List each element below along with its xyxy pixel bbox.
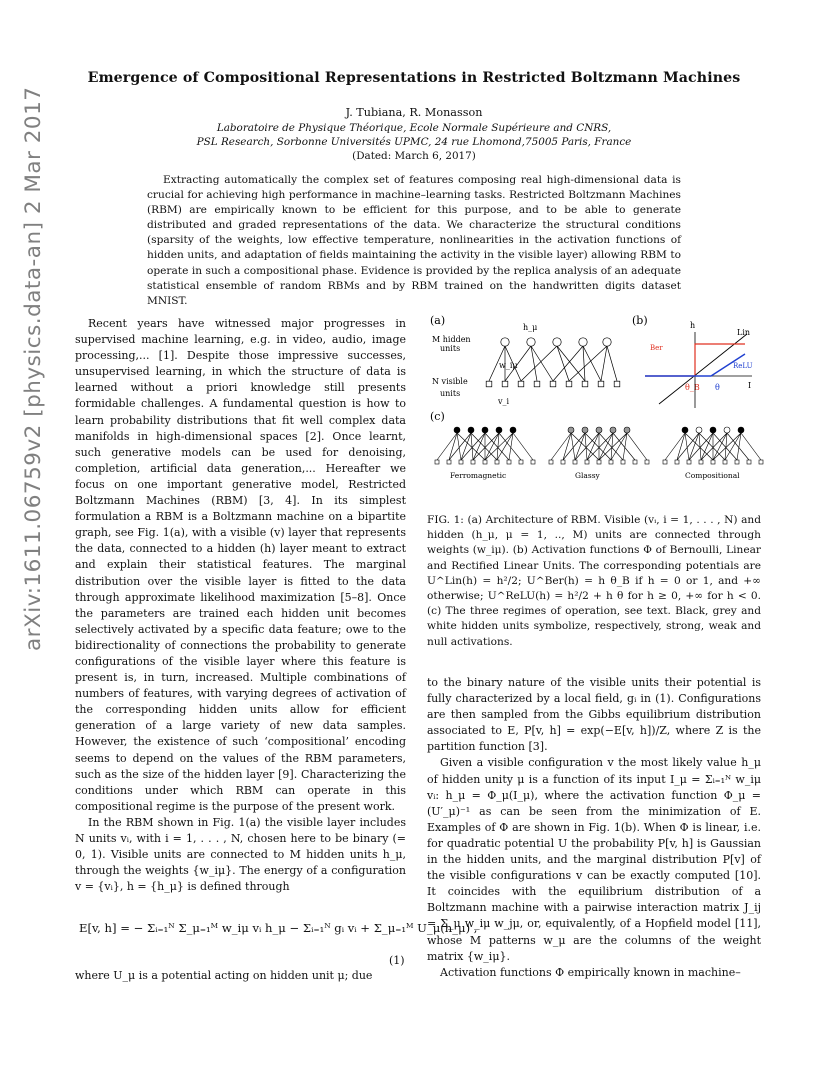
visible-unit (711, 460, 715, 464)
visible-unit (645, 460, 649, 464)
weight-edge (509, 433, 513, 460)
panel-c-label: (c) (430, 410, 445, 423)
weight-edge (583, 346, 601, 381)
hidden-unit (596, 427, 602, 433)
hidden-unit (710, 427, 716, 433)
visible-unit (561, 460, 565, 464)
panel-b-label: (b) (632, 314, 648, 327)
visible-unit (621, 460, 625, 464)
weight-edge (461, 433, 471, 460)
weight-edge (473, 433, 499, 460)
weight-edge (623, 433, 627, 460)
figure-1 (427, 308, 767, 508)
weight-edge (741, 433, 761, 460)
visible-unit (633, 460, 637, 464)
n-visible-label: N visible (432, 377, 468, 386)
visible-unit (495, 460, 499, 464)
activation-tail-paragraph: Activation functions Φ empirically known in machine– (440, 965, 741, 979)
hidden-unit (696, 427, 702, 433)
visible-unit (699, 460, 703, 464)
visible-unit (550, 381, 556, 387)
visible-unit (459, 460, 463, 464)
visible-unit (597, 460, 601, 464)
weight-edge (513, 433, 533, 460)
equation-text: E[v, h] = − Σᵢ₌₁ᴺ Σ_μ₌₁ᴹ w_iμ vᵢ h_μ − Σᵢ₌₁ᴺ gᵢ vᵢ + Σ_μ₌₁ᴹ U_μ(h_μ) , (79, 921, 478, 935)
weight-edge (437, 433, 457, 460)
affiliation-line-1: Laboratoire de Physique Théorique, Ecole Normale Supérieure and CNRS, (216, 122, 612, 134)
affiliation-line-2: PSL Research, Sorbonne Universités UPMC, 24 rue Lhomond,75005 Paris, France (196, 136, 632, 148)
glassy-label: Glassy (575, 471, 600, 480)
visible-unit (518, 381, 524, 387)
figure-1-svg (427, 308, 767, 508)
hidden-unit (610, 427, 616, 433)
weight-edge (587, 433, 613, 460)
figure-caption: FIG. 1: (a) Architecture of RBM. Visible (vᵢ, i = 1, . . . , N) and hidden (h_μ, μ = 1, .., M) units are connected through weights (w_iμ). (b) Activation functions Φ of Bernoulli, Linear and Rectified Linear Units. The corresponding potentials are U^Lin(h) = h²/2; U^Ber(h) = h θ_B if h = 0 or 1, and +∞ otherwise; U^ReLU(h) = h²/2 + h θ for h ≥ 0, +∞ for h < 0. (c) The three regimes of operation, see text. Black, grey and white hidden units symbolize, respectively, strong, weak and null activations. (427, 514, 761, 648)
hidden-unit (582, 427, 588, 433)
weight-edge (449, 433, 471, 460)
visible-unit (609, 460, 613, 464)
activation-paragraph: Given a visible configuration v the most likely value h_μ of hidden unity μ is a function of its input I_μ = Σᵢ₌₁ᴺ w_iμ vᵢ: h_μ = Φ_μ(I_μ), where the activation function Φ_μ = (U′_μ)⁻¹ as can be seen from the minimization of E. Examples of Φ are shown in Fig. 1(b). When Φ is linear, i.e. for quadratic potential U the probability P[v, h] is Gaussian in the hidden units, and the marginal distribution P[v] of the visible configurations v can be exactly computed [10]. It coincides with the equilibrium distribution of a Boltzmann machine with a pairwise interaction matrix J_ij = Σ_μ w_iμ w_jμ, or, equivalently, of a Hopfield model [11], whose M patterns w_μ are the columns of the weight matrix {w_iμ}. (427, 756, 761, 963)
weight-edge (499, 433, 521, 460)
hidden-unit (501, 338, 509, 346)
rbm-paragraph: In the RBM shown in Fig. 1(a) the visible layer includes N units vᵢ, with i = 1, . . . , N, chosen here to be binary (= 0, 1). Visible units are connected to M hidden units h_μ, through the weights {w_iμ}. The energy of a configuration v = {vᵢ}, h = {h_μ} is defined through (75, 815, 406, 894)
weight-edge (457, 433, 461, 460)
weight-edge (569, 346, 607, 381)
m-hidden-label: M hidden (432, 335, 471, 344)
abstract: Extracting automatically the complex set of features composing real high-dimensional data is crucial for achieving high performance in machine–learning tasks. Restricted Boltzmann Machines (RBM) are empirically known to be efficient for this purpose, and to be able to generate distributed and graded representations of the data. We characterize the structural conditions (sparsity of the weights, low effective temperature, nonlinearities in the activation functions of hidden units, and adaptation of fields maintaining the activity in the visible layer) allowing RBM to operate in such a compositional phase. Evidence is provided by the replica analysis of an adequate statistical ensemble of random RBMs and by RBM trained on the handwritten digits dataset MNIST. (147, 174, 681, 307)
weight-edge (677, 433, 685, 460)
weight-edge (727, 433, 749, 460)
visible-unit (534, 381, 540, 387)
ferromagnetic-label: Ferromagnetic (450, 471, 507, 480)
visible-unit (675, 460, 679, 464)
weight-edge (583, 346, 585, 381)
weight-edge (701, 433, 727, 460)
hidden-unit (724, 427, 730, 433)
hidden-unit (527, 338, 535, 346)
visible-unit (549, 460, 553, 464)
left-column-tail (75, 968, 406, 984)
hidden-unit (738, 427, 744, 433)
weight-edge (553, 346, 583, 381)
intro-paragraph: Recent years have witnessed major progresses in supervised machine learning, e.g. in video, audio, image processing,... [1]. Despite those impressive successes, unsupervised learning, in which the structure of data is learned without a priori knowledge still presents formidable challenges. A fundamental question is how to learn probability distributions that fit well complex data manifolds in high-dimensional spaces [2]. Once learnt, such generative models can be used for denoising, completion, artificial data generation,... Hereafter we focus on one important generative model, Restricted Boltzmann Machines (RBM) [3, 4]. In its simplest formulation a RBM is a Boltzmann machine on a bipartite graph, see Fig. 1(a), with a visible (v) layer that represents the data, connected to a hidden (h) layer meant to extract and explain their statistical features. The marginal distribution over the visible layer is fitted to the data through approximate likelihood maximization [5–8]. Once the parameters are trained each hidden unit becomes selectively activated by a specific data feature; owe to the bidirectionality of connections the probability to generate configurations of the visible layer where this feature is present is, in turn, increased. Multiple combinations of numbers of features, with varying degrees of activation of the corresponding hidden units allow for efficient generation of a large variety of new data samples. However, the existence of such ‘compositional’ encoding seems to depend on the values of the RBM parameters, such as the size of the hidden layer [9]. Characterizing the conditions under which RBM can operate in this compositional regime is the purpose of the present work. (75, 317, 406, 813)
authors: J. Tubiana, R. Monasson (345, 106, 483, 119)
visible-unit (507, 460, 511, 464)
w-imu-label: w_iμ (499, 361, 518, 370)
relu-label: ReLU (733, 362, 753, 370)
weight-edge (627, 433, 647, 460)
ber-label: Ber (650, 344, 663, 352)
visible-unit (447, 460, 451, 464)
visible-unit (759, 460, 763, 464)
hidden-unit (482, 427, 488, 433)
regimes-networks (435, 427, 763, 464)
hidden-unit (454, 427, 460, 433)
panel-a-label: (a) (430, 314, 446, 327)
left-column (75, 316, 406, 895)
weight-edge (521, 346, 557, 381)
visible-unit (486, 381, 492, 387)
visible-units-label: units (440, 389, 461, 398)
paper-title: Emergence of Compositional Representations in Restricted Boltzmann Machines (87, 70, 741, 86)
weight-edge (689, 433, 699, 460)
visible-unit (582, 381, 588, 387)
visible-unit (614, 381, 620, 387)
weight-edge (571, 433, 575, 460)
weight-edge (677, 433, 699, 460)
hidden-unit (682, 427, 688, 433)
right-column (427, 675, 761, 981)
visible-unit (502, 381, 508, 387)
hidden-unit (603, 338, 611, 346)
visible-unit (687, 460, 691, 464)
weight-edge (685, 433, 689, 460)
visible-unit (723, 460, 727, 464)
hidden-unit (624, 427, 630, 433)
potential-sentence: where U_μ is a potential acting on hidden unit μ; due (75, 969, 373, 982)
hidden-unit (579, 338, 587, 346)
visible-unit (435, 460, 439, 464)
theta-label: θ (715, 383, 720, 392)
weight-edge (575, 433, 585, 460)
hidden-unit (468, 427, 474, 433)
weight-edge (613, 433, 635, 460)
visible-unit (598, 381, 604, 387)
visible-unit (735, 460, 739, 464)
visible-unit (573, 460, 577, 464)
weight-edge (601, 346, 607, 381)
visible-unit (585, 460, 589, 464)
weight-edge (665, 433, 685, 460)
weight-edge (563, 433, 571, 460)
h-axis-label: h (690, 321, 696, 330)
hidden-unit (510, 427, 516, 433)
visible-unit (471, 460, 475, 464)
h-mu-label: h_μ (523, 323, 538, 332)
date-line: (Dated: March 6, 2017) (352, 150, 476, 162)
visible-unit (663, 460, 667, 464)
weight-edge (563, 433, 585, 460)
visible-unit (566, 381, 572, 387)
weight-edge (607, 346, 617, 381)
weight-edge (551, 433, 571, 460)
visible-unit (747, 460, 751, 464)
compositional-label: Compositional (685, 471, 740, 480)
visible-unit (483, 460, 487, 464)
weight-edge (737, 433, 741, 460)
hidden-unit (568, 427, 574, 433)
arxiv-stamp: arXiv:1611.06759v2 [physics.data-an] 2 Mar 2017 (21, 86, 46, 651)
weight-edge (449, 433, 457, 460)
v-i-label: v_i (498, 397, 510, 406)
hidden-units-label: units (440, 344, 461, 353)
theta-b-label: θ_B (685, 383, 700, 392)
hidden-unit (553, 338, 561, 346)
energy-equation (75, 907, 478, 953)
i-axis-label: I (748, 381, 752, 390)
weight-edge (557, 346, 585, 381)
visible-unit (519, 460, 523, 464)
visible-unit (531, 460, 535, 464)
weight-edge (557, 346, 569, 381)
lin-label: Lin (737, 328, 751, 337)
hidden-unit (496, 427, 502, 433)
equation-number: (1) (389, 954, 405, 967)
gibbs-paragraph: to the binary nature of the visible units their potential is fully characterized by a local field, gᵢ in (1). Configurations are then sampled from the Gibbs equilibrium distribution associated to E, P[v, h] = exp(−E[v, h])/Z, where Z is the partition function [3]. (427, 676, 761, 754)
